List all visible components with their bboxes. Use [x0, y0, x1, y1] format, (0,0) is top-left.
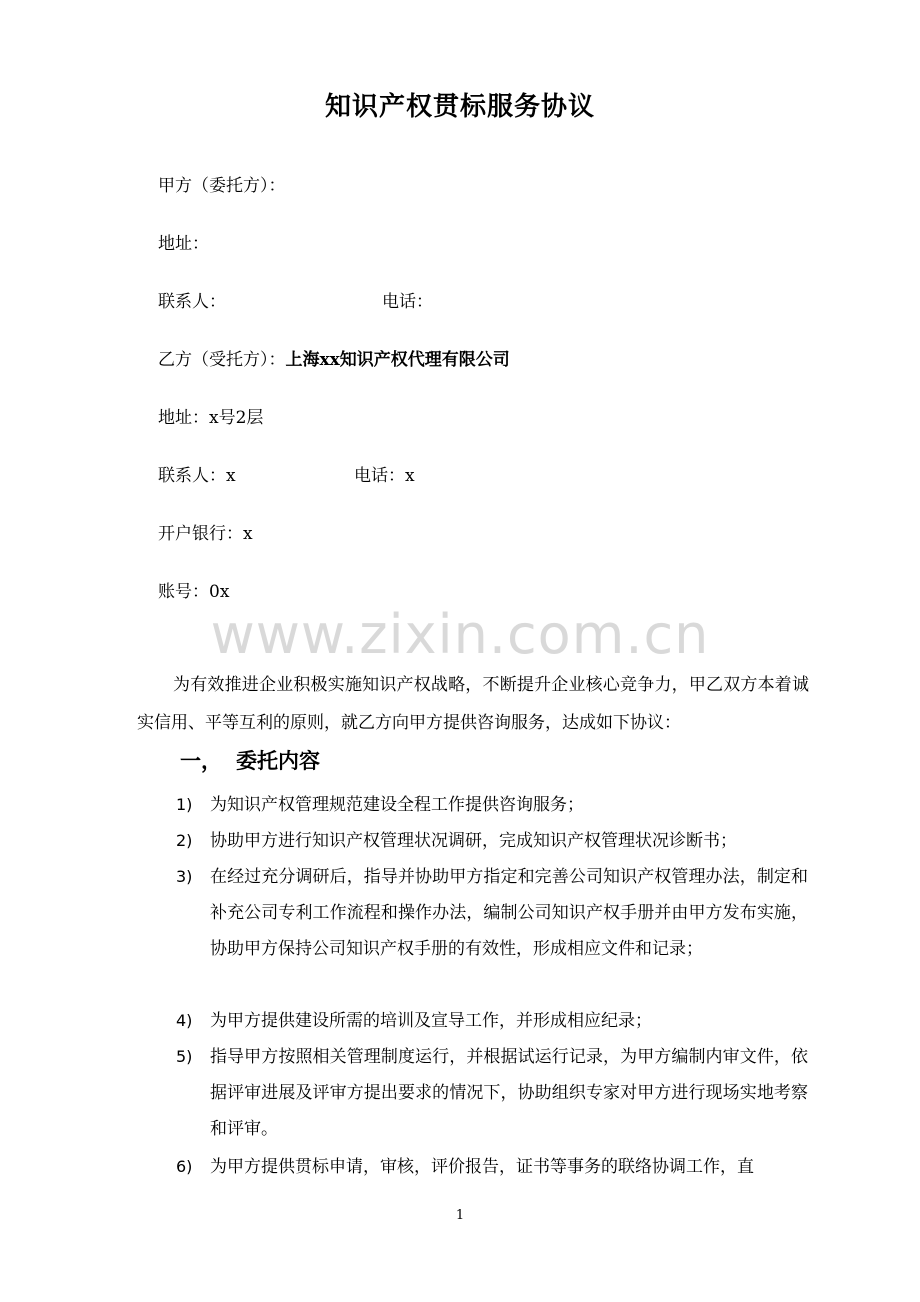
- list-item-number: 3): [176, 867, 193, 886]
- party-b-account: 账号：0x: [158, 582, 230, 602]
- party-a-address: 地址：: [158, 234, 209, 254]
- list-item-number: 4): [176, 1011, 193, 1030]
- list-item-text: 为甲方提供建设所需的培训及宣导工作，并形成相应纪录；: [210, 1011, 652, 1031]
- list-item-text: 在经过充分调研后，指导并协助甲方指定和完善公司知识产权管理办法，制定和补充公司专利工作流程和操作办法，编制公司知识产权手册并由甲方发布实施，协助甲方保持公司知识产权手册的有效性，形成相应文件和记录；: [210, 867, 808, 959]
- intro-paragraph: 为有效推进企业积极实施知识产权战略，不断提升企业核心竞争力，甲乙双方本着诚实信用、平等互利的原则，就乙方向甲方提供咨询服务，达成如下协议：: [137, 675, 809, 733]
- party-b-contact-row: [158, 464, 415, 488]
- list-item-text: 指导甲方按照相关管理制度运行，并根据试运行记录，为甲方编制内审文件，依据评审进展及评审方提出要求的情况下，协助组织专家对甲方进行现场实地考察和评审。: [210, 1047, 808, 1139]
- document-title: 知识产权贯标服务协议: [324, 92, 595, 122]
- party-b-row: [158, 348, 510, 372]
- list-item-text: 为甲方提供贯标申请，审核，评价报告，证书等事务的联络协调工作，直: [210, 1157, 754, 1177]
- party-a-label: 甲方（委托方）：: [158, 176, 286, 196]
- watermark: www.zixin.com.cn: [210, 603, 710, 666]
- list-item-text: 协助甲方进行知识产权管理状况调研，完成知识产权管理状况诊断书；: [210, 831, 737, 851]
- party-a-contact: 联系人：: [158, 292, 226, 312]
- list-item: [176, 823, 808, 859]
- party-b-name: 上海xx知识产权代理有限公司: [285, 350, 510, 370]
- list-item: [176, 1003, 808, 1039]
- party-b-contact: 联系人：x: [158, 466, 236, 486]
- list-item-text: 为知识产权管理规范建设全程工作提供咨询服务；: [210, 795, 584, 815]
- party-b-bank: 开户银行：x: [158, 524, 253, 544]
- list-item: [176, 787, 808, 823]
- party-b-address: 地址：x号2层: [158, 408, 264, 428]
- list-item-number: 2): [176, 831, 193, 850]
- section-title: 委托内容: [236, 749, 320, 773]
- list-item: [176, 1039, 808, 1147]
- list-item: [176, 1149, 808, 1185]
- list-item: [176, 859, 808, 967]
- section-number: 一，: [180, 749, 222, 773]
- party-a-phone: 电话：: [382, 292, 433, 312]
- list-item-number: 6): [176, 1157, 193, 1176]
- section-heading: [180, 746, 320, 776]
- list-item-number: 5): [176, 1047, 193, 1066]
- party-b-phone: 电话：x: [354, 466, 415, 486]
- party-b-label: 乙方（受托方）：: [158, 350, 286, 370]
- page-number: 1: [455, 1208, 465, 1223]
- list-item-number: 1): [176, 795, 193, 814]
- party-a-contact-row: [158, 290, 433, 314]
